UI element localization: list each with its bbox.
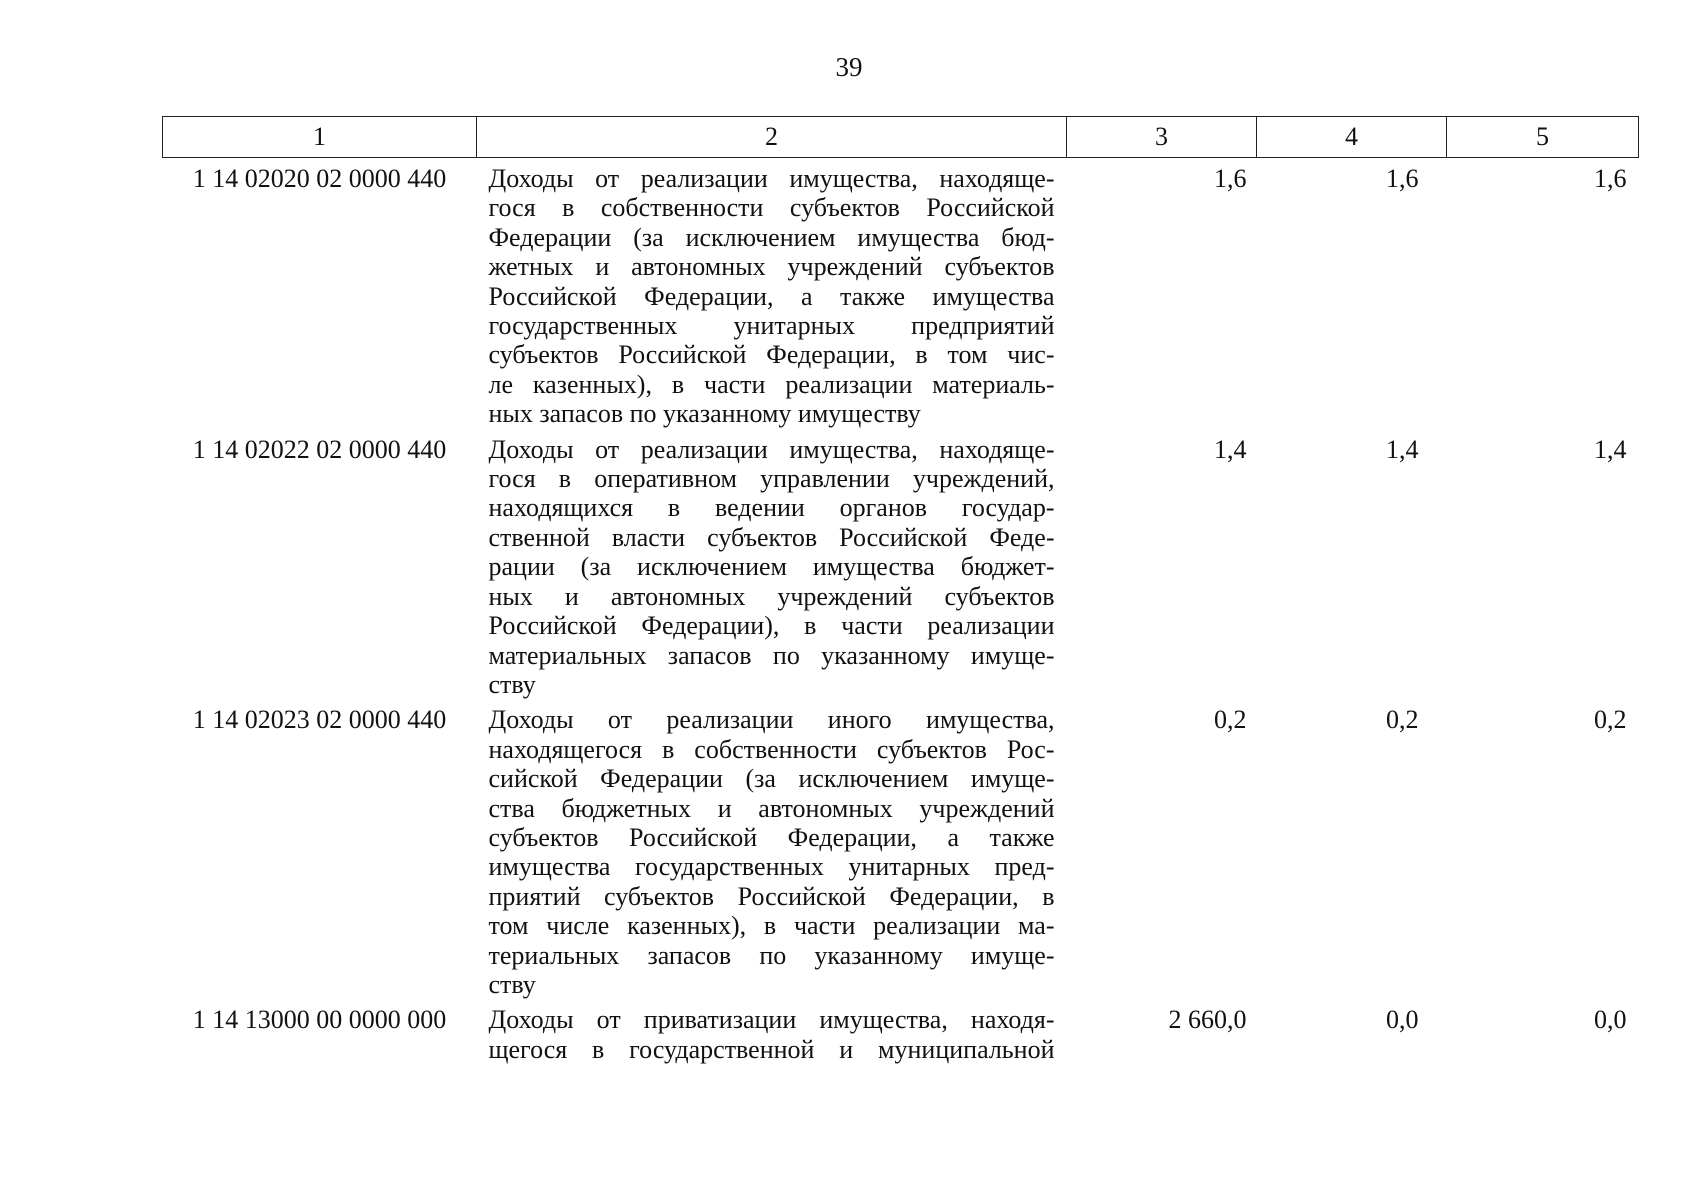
description-line: имущества государственных унитарных пред- [488,852,1055,882]
description-line: Доходы от реализации имущества, находяще- [488,434,1055,464]
description-line: Российской Федерации, а также имущества [488,281,1055,311]
description-line: приятий субъектов Российской Федерации, в [488,881,1055,911]
column-header-1: 1 [163,117,477,158]
value-col-5: 1,4 [1594,434,1627,464]
value-col-3: 0,2 [1214,705,1247,735]
description-line: териальных запасов по указанному имуще- [488,940,1055,970]
description-line: Российской Федерации), в части реализации [488,611,1055,641]
description-line: щегося в государственной и муниципальной [488,1034,1055,1064]
revenue-description [477,158,1067,429]
table-row [163,999,1639,1064]
description-line: ству [488,669,536,699]
table-row [163,699,1639,999]
value-col-3: 1,4 [1214,434,1247,464]
budget-code: 1 14 02022 02 0000 440 [192,434,447,464]
description-line: Доходы от реализации имущества, находяще- [488,164,1055,193]
description-line: Федерации (за исключением имущества бюд- [488,222,1055,252]
description-line: субъектов Российской Федерации, а также [488,822,1055,852]
description-line: ственной власти субъектов Российской Феде- [488,522,1055,552]
value-col-5: 1,6 [1594,164,1627,193]
value-col-4: 1,4 [1386,434,1419,464]
table-row [163,158,1639,429]
description-line: материальных запасов по указанному имуще- [488,640,1055,670]
description-line: том числе казенных), в части реализации ма- [488,911,1055,941]
revenue-description [477,999,1067,1064]
description-line: находящихся в ведении органов государ- [488,493,1055,523]
value-col-5: 0,0 [1594,1005,1627,1035]
budget-code: 1 14 02023 02 0000 440 [192,705,447,735]
value-col-3: 2 660,0 [1168,1005,1247,1035]
description-line: жетных и автономных учреждений субъектов [488,252,1055,282]
value-col-4: 0,0 [1386,1005,1419,1035]
description-line: государственных унитарных предприятий [488,311,1055,341]
column-header-4: 4 [1257,117,1447,158]
budget-code: 1 14 13000 00 0000 000 [192,1005,447,1035]
budget-code: 1 14 02020 02 0000 440 [192,164,447,193]
description-line: гося в оперативном управлении учреждений, [488,464,1055,494]
value-col-5: 0,2 [1594,705,1627,735]
value-col-4: 1,6 [1386,164,1419,193]
column-header-5: 5 [1447,117,1639,158]
budget-revenue-table [162,116,1639,1064]
table-row [163,429,1639,700]
description-line: гося в собственности субъектов Российской [488,193,1055,223]
description-line: ле казенных), в части реализации материаль- [488,369,1055,399]
revenue-description [477,429,1067,700]
description-line: Доходы от реализации иного имущества, [488,705,1055,735]
description-line: субъектов Российской Федерации, в том чис- [488,340,1055,370]
description-line: ству [488,969,536,999]
description-line: ства бюджетных и автономных учреждений [488,793,1055,823]
value-col-3: 1,6 [1214,164,1247,193]
value-col-4: 0,2 [1386,705,1419,735]
table-header-row [163,117,1639,158]
column-header-2: 2 [477,117,1067,158]
description-line: ных запасов по указанному имуществу [488,399,921,429]
description-line: ных и автономных учреждений субъектов [488,581,1055,611]
description-line: Доходы от приватизации имущества, находя- [488,1005,1055,1035]
column-header-3: 3 [1067,117,1257,158]
page-number: 39 [835,52,863,82]
description-line: находящегося в собственности субъектов Рос- [488,734,1055,764]
description-line: рации (за исключением имущества бюджет- [488,552,1055,582]
description-line: сийской Федерации (за исключением имуще- [488,764,1055,794]
revenue-description [477,699,1067,999]
